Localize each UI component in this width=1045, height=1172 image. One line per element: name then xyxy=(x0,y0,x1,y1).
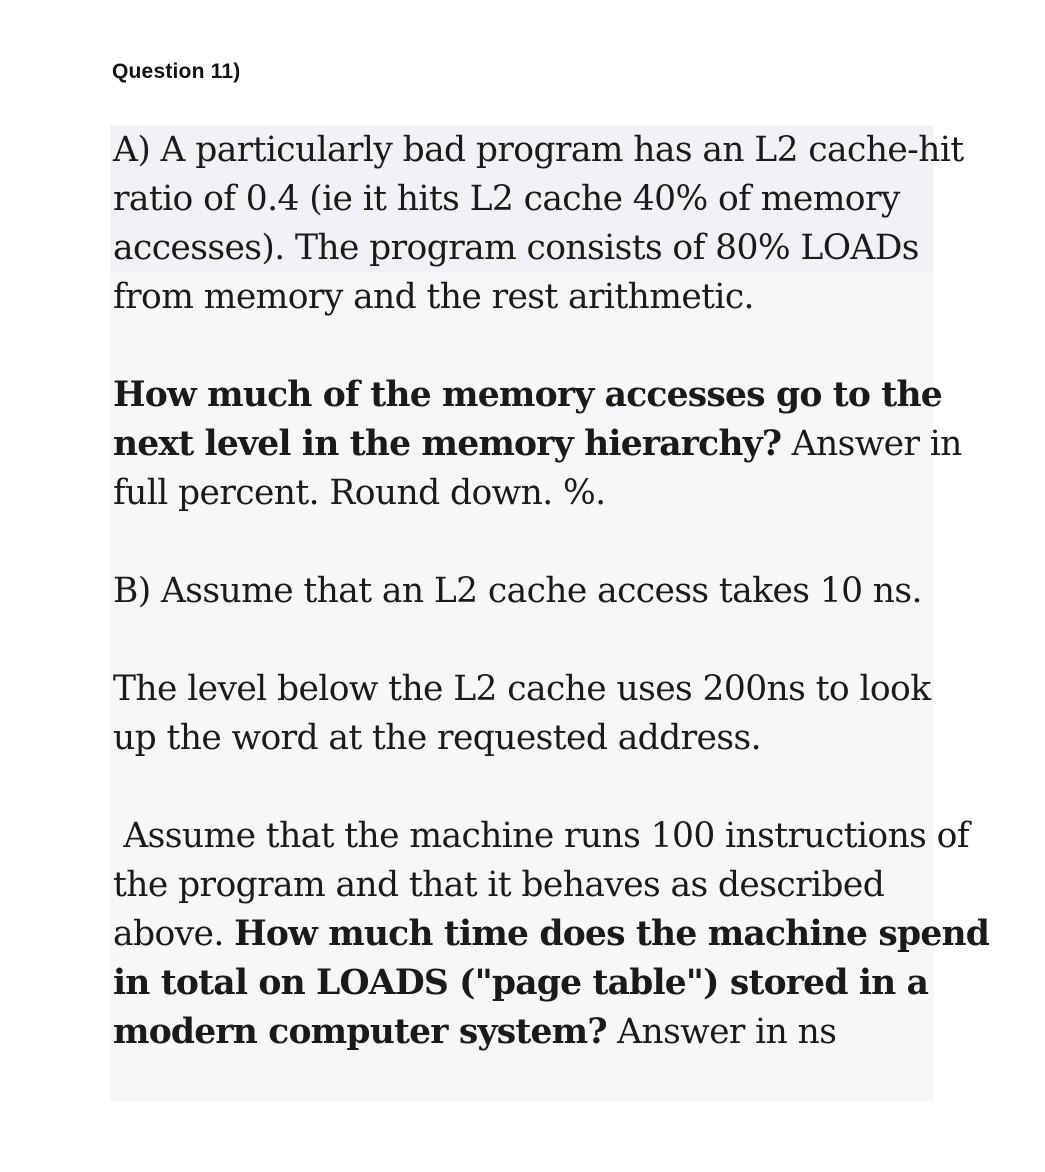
part-b-assume-line-3 xyxy=(113,910,990,959)
part-b-assume-line-1: Assume that the machine runs 100 instructions of xyxy=(113,816,969,856)
part-b-intro: B) Assume that an L2 cache access takes 10 ns. xyxy=(113,571,922,611)
part-b-question-bold-3: modern computer system? xyxy=(113,1012,607,1052)
part-a-question-line-2 xyxy=(113,420,962,469)
part-a-line-4: from memory and the rest arithmetic. xyxy=(113,277,754,317)
part-a-line-1: A) A particularly bad program has an L2 cache-hit xyxy=(110,126,933,175)
part-b-assume-line-5 xyxy=(113,1008,943,1057)
part-a-question-bold-2: next level in the memory hierarchy? xyxy=(113,424,782,464)
part-b-question-bold-2: in total on LOADS ("page table") stored in a xyxy=(113,963,929,1003)
part-b-assume-line-4 xyxy=(113,959,943,1008)
part-b-level-line-1: The level below the L2 cache uses 200ns to look xyxy=(113,669,931,709)
part-a-question-line-3: full percent. Round down. %. xyxy=(113,473,606,513)
part-b-level-line-2: up the word at the requested address. xyxy=(113,718,761,758)
part-a-question-tail: Answer in xyxy=(781,424,962,464)
part-a-line-2: ratio of 0.4 (ie it hits L2 cache 40% of memory xyxy=(110,175,933,224)
part-b-question-bold-1: How much time does the machine spend xyxy=(234,914,990,954)
part-a-line-3: accesses). The program consists of 80% LOADs xyxy=(110,224,933,273)
part-a-question-bold-1: How much of the memory accesses go to the xyxy=(113,375,942,415)
question-text xyxy=(113,126,990,1057)
part-b-assume-plain: above. xyxy=(113,914,235,954)
part-a-question-line-1 xyxy=(113,371,943,420)
part-b-assume-line-2: the program and that it behaves as described xyxy=(113,865,885,905)
question-title: Question 11) xyxy=(112,60,241,83)
part-b-answer-unit: Answer in ns xyxy=(606,1012,837,1052)
